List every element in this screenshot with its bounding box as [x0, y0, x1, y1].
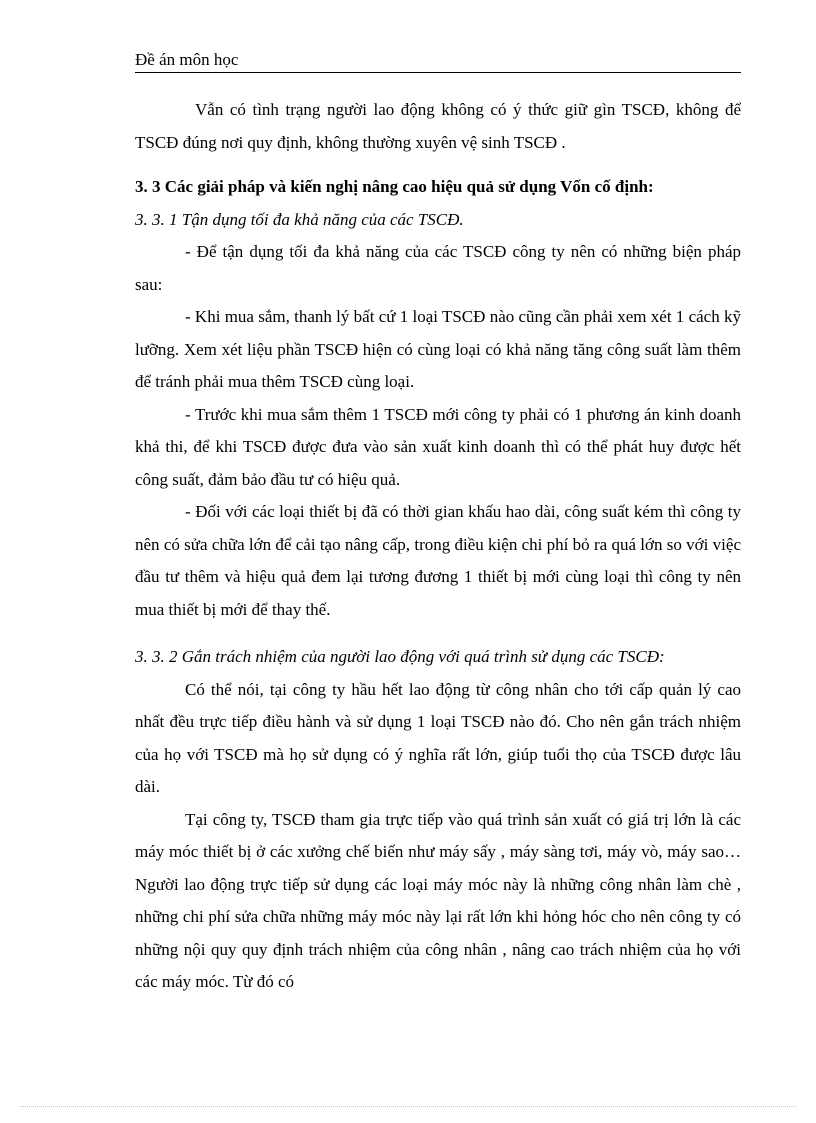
subsection-heading: 3. 3. 2 Gắn trách nhiệm của người lao động với quá trình sử dụng các TSCĐ: [135, 647, 665, 666]
page-bottom-border [20, 1106, 796, 1107]
paragraph: Vẫn có tình trạng người lao động không có ý thức giữ gìn TSCĐ, không để TSCĐ đúng nơi quy định, không thường xuyên vệ sinh TSCĐ . [135, 100, 741, 152]
section-heading: 3. 3 Các giải pháp và kiến nghị nâng cao hiệu quả sử dụng Vốn cố định: [135, 177, 654, 196]
paragraph: Có thể nói, tại công ty hầu hết lao động từ công nhân cho tới cấp quản lý cao nhất đều trực tiếp điều hành và sử dụng 1 loại TSCĐ nào đó. Cho nên gắn trách nhiệm của họ với TSCĐ mà họ sử dụng có ý nghĩa rất lớn, giúp tuổi thọ của TSCĐ được lâu dài. [135, 679, 741, 796]
paragraph: - Để tận dụng tối đa khả năng của các TSCĐ công ty nên có những biện pháp sau: [135, 242, 741, 294]
header-title: Đề án môn học [135, 50, 239, 69]
page-header [135, 47, 741, 73]
paragraph: - Trước khi mua sắm thêm 1 TSCĐ mới công ty phải có 1 phương án kinh doanh khả thi, để khi TSCĐ được đưa vào sản xuất kinh doanh thì có thể phát huy được hết công suất, đảm bảo đầu tư có hiệu quả. [135, 404, 741, 489]
document-body [135, 94, 741, 999]
paragraph: Tại công ty, TSCĐ tham gia trực tiếp vào quá trình sản xuất có giá trị lớn là các máy móc thiết bị ở các xưởng chế biến như máy sấy , máy sàng tơi, máy vò, máy sao…Người lao động trực tiếp sử dụng các loại máy móc này là những công nhân làm chè , những chi phí sửa chữa những máy móc này lại rất lớn khi hỏng hóc cho nên công ty có những nội quy quy định trách nhiệm của công nhân , nâng cao trách nhiệm của họ với các máy móc. Từ đó có [135, 809, 741, 991]
paragraph: - Khi mua sắm, thanh lý bất cứ 1 loại TSCĐ nào cũng cần phải xem xét 1 cách kỹ lưỡng. Xem xét liệu phần TSCĐ hiện có cùng loại có khả năng tăng công suất làm thêm để tránh phải mua thêm TSCĐ cùng loại. [135, 307, 741, 391]
paragraph: - Đối với các loại thiết bị đã có thời gian khấu hao dài, công suất kém thì công ty nên có sửa chữa lớn để cải tạo nâng cấp, trong điều kiện chi phí bỏ ra quá lớn so với việc đầu tư thêm và hiệu quả đem lại tương đương 1 thiết bị mới cùng loại thì công ty nên mua thiết bị mới để thay thế. [135, 502, 741, 619]
subsection-heading: 3. 3. 1 Tận dụng tối đa khả năng của các TSCĐ. [135, 209, 464, 229]
